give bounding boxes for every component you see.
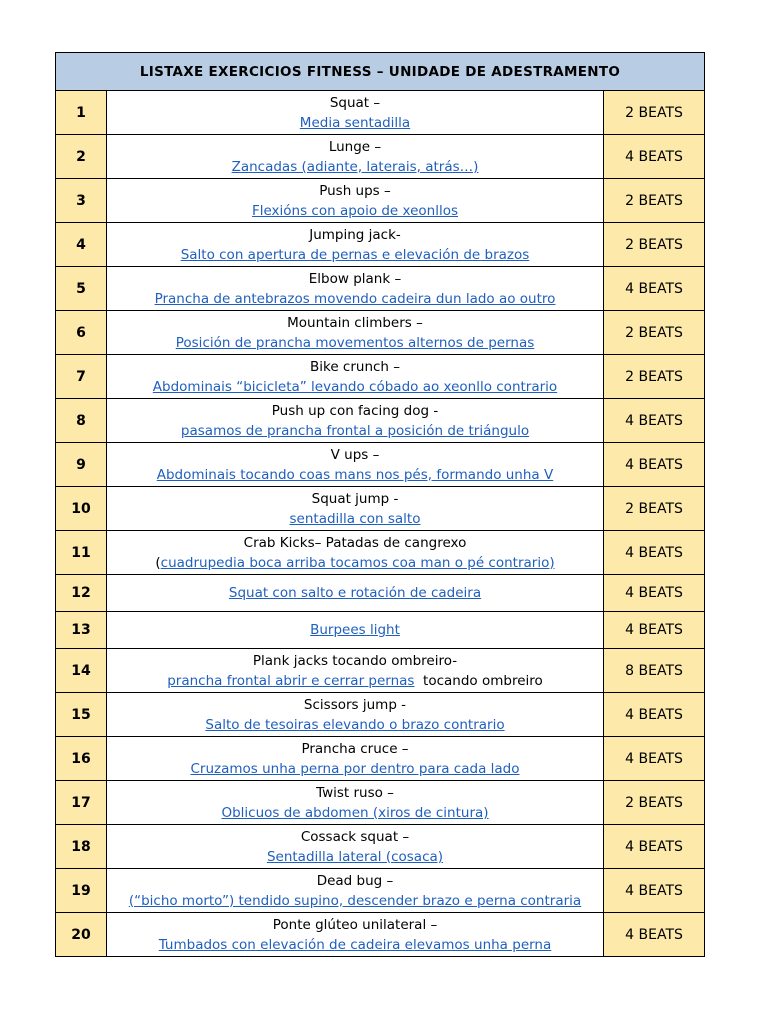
exercise-translation-line (157, 467, 553, 483)
table-row (56, 135, 705, 179)
exercise-number: 13 (56, 612, 107, 649)
exercise-name: Dead bug – (316, 872, 394, 889)
exercise-name: Scissors jump - (303, 696, 407, 713)
exercise-description (107, 355, 604, 399)
exercise-sheet (55, 52, 704, 957)
exercise-name: Cossack squat – (300, 828, 410, 845)
exercise-number: 18 (56, 825, 107, 869)
exercise-number: 20 (56, 913, 107, 957)
exercise-name: Lunge – (328, 138, 382, 155)
exercise-number: 8 (56, 399, 107, 443)
beats-count: 2 BEATS (604, 781, 705, 825)
exercise-name: Prancha cruce – (301, 740, 409, 757)
table-row (56, 649, 705, 693)
exercise-number: 4 (56, 223, 107, 267)
beats-count: 2 BEATS (604, 355, 705, 399)
beats-count: 4 BEATS (604, 825, 705, 869)
exercise-number: 16 (56, 737, 107, 781)
table-row (56, 781, 705, 825)
table-row (56, 575, 705, 612)
exercise-translation-link[interactable]: Media sentadilla (299, 114, 411, 131)
exercise-translation-link[interactable]: Burpees light (310, 622, 400, 638)
exercise-translation-line (221, 805, 488, 821)
exercise-name: Squat – (329, 94, 381, 111)
beats-count: 4 BEATS (604, 443, 705, 487)
exercise-translation-line (267, 849, 443, 865)
table-row (56, 693, 705, 737)
exercise-number: 2 (56, 135, 107, 179)
exercise-translation-link[interactable]: (“bicho morto”) tendido supino, descender brazo e perna contraria (128, 892, 582, 909)
exercise-translation-line (159, 937, 552, 953)
beats-count: 4 BEATS (604, 575, 705, 612)
exercise-number: 5 (56, 267, 107, 311)
exercise-translation-line (181, 247, 530, 263)
exercise-number: 17 (56, 781, 107, 825)
table-row (56, 355, 705, 399)
exercise-translation-line (229, 585, 481, 601)
exercise-name: Push up con facing dog - (271, 402, 439, 419)
exercise-description (107, 399, 604, 443)
exercise-translation-link[interactable]: Salto de tesoiras elevando o brazo contrario (205, 716, 505, 733)
exercise-translation-link[interactable]: Cruzamos unha perna por dentro para cada lado (190, 760, 520, 777)
beats-count: 2 BEATS (604, 91, 705, 135)
exercise-number: 7 (56, 355, 107, 399)
exercise-number: 6 (56, 311, 107, 355)
exercise-description (107, 869, 604, 913)
beats-count: 2 BEATS (604, 487, 705, 531)
beats-count: 4 BEATS (604, 612, 705, 649)
exercise-translation-link[interactable]: Zancadas (adiante, laterais, atrás…) (231, 158, 479, 175)
exercise-number: 14 (56, 649, 107, 693)
exercise-description (107, 737, 604, 781)
exercise-name: Mountain climbers – (287, 314, 423, 331)
exercise-name: Jumping jack- (309, 226, 401, 243)
exercise-translation-line (310, 622, 400, 638)
exercise-description (107, 179, 604, 223)
exercise-description (107, 267, 604, 311)
beats-count: 4 BEATS (604, 869, 705, 913)
beats-count: 4 BEATS (604, 913, 705, 957)
table-body (56, 91, 705, 957)
exercise-description (107, 531, 604, 575)
table-row (56, 179, 705, 223)
table-row (56, 223, 705, 267)
exercise-translation-link[interactable]: Salto con apertura de pernas e elevación de brazos (180, 246, 530, 263)
exercise-translation-line (176, 335, 535, 351)
exercise-description (107, 443, 604, 487)
beats-count: 4 BEATS (604, 135, 705, 179)
table-header-row (56, 53, 705, 91)
exercise-translation-line (155, 291, 556, 307)
table-row (56, 913, 705, 957)
exercise-translation-link[interactable]: Posición de prancha movementos alternos de pernas (175, 334, 535, 351)
exercise-number: 10 (56, 487, 107, 531)
exercise-name: V ups – (330, 446, 380, 463)
table-row (56, 612, 705, 649)
exercise-number: 12 (56, 575, 107, 612)
exercise-name: Bike crunch – (309, 358, 401, 375)
table-row (56, 487, 705, 531)
exercise-name: Squat jump - (311, 490, 399, 507)
beats-count: 4 BEATS (604, 531, 705, 575)
exercise-translation-line (190, 761, 519, 777)
exercise-description (107, 693, 604, 737)
exercise-translation-line (129, 893, 581, 909)
exercise-number: 9 (56, 443, 107, 487)
exercise-translation-line (153, 379, 557, 395)
exercise-translation-link[interactable]: Sentadilla lateral (cosaca) (266, 848, 444, 865)
beats-count: 4 BEATS (604, 737, 705, 781)
exercise-translation-line (290, 511, 421, 527)
exercise-translation-link[interactable]: prancha frontal abrir e cerrar pernas (167, 672, 415, 689)
beats-count: 2 BEATS (604, 223, 705, 267)
exercise-number: 3 (56, 179, 107, 223)
exercise-name: Elbow plank – (308, 270, 402, 287)
exercise-description (107, 781, 604, 825)
table-row (56, 869, 705, 913)
exercise-description (107, 612, 604, 649)
exercise-number: 11 (56, 531, 107, 575)
table-title: LISTAXE EXERCICIOS FITNESS – UNIDADE DE ADESTRAMENTO (56, 53, 705, 91)
beats-count: 4 BEATS (604, 693, 705, 737)
exercise-translation-link[interactable]: Prancha de antebrazos movendo cadeira dun lado ao outro (154, 290, 556, 307)
exercise-translation-link[interactable]: Squat con salto e rotación de cadeira (228, 585, 482, 601)
table-row (56, 91, 705, 135)
table-row (56, 443, 705, 487)
table-row (56, 825, 705, 869)
exercise-description (107, 913, 604, 957)
table-row (56, 531, 705, 575)
table-row (56, 267, 705, 311)
exercise-translation-line (300, 115, 410, 131)
exercise-number: 15 (56, 693, 107, 737)
exercise-description (107, 223, 604, 267)
beats-count: 2 BEATS (604, 179, 705, 223)
exercise-translation-link[interactable]: cuadrupedia boca arriba tocamos coa man o pé contrario) (160, 554, 555, 571)
beats-count: 4 BEATS (604, 399, 705, 443)
exercise-translation-line (252, 203, 458, 219)
exercise-number: 1 (56, 91, 107, 135)
exercise-translation-link[interactable]: Abdominais “bicicleta” levando cóbado ao xeonllo contrario (152, 378, 558, 395)
exercise-translation-link[interactable]: Tumbados con elevación de cadeira elevamos unha perna (158, 936, 552, 953)
exercise-number: 19 (56, 869, 107, 913)
exercise-translation-suffix: tocando ombreiro (414, 672, 543, 689)
exercise-translation-link[interactable]: Flexións con apoio de xeonllos (251, 202, 459, 219)
exercise-translation-prefix: ( (155, 554, 161, 571)
exercise-name: Plank jacks tocando ombreiro- (252, 652, 458, 669)
exercise-translation-line (155, 555, 554, 571)
exercise-description (107, 649, 604, 693)
exercise-table (55, 52, 705, 957)
exercise-name: Crab Kicks– Patadas de cangrexo (243, 534, 467, 551)
exercise-description (107, 91, 604, 135)
exercise-description (107, 575, 604, 612)
exercise-translation-line (167, 673, 543, 689)
exercise-description (107, 487, 604, 531)
table-row (56, 311, 705, 355)
table-row (56, 399, 705, 443)
exercise-translation-link[interactable]: Oblicuos de abdomen (xiros de cintura) (221, 804, 489, 821)
exercise-name: Ponte glúteo unilateral – (272, 916, 438, 933)
exercise-description (107, 311, 604, 355)
exercise-translation-line (232, 159, 479, 175)
beats-count: 4 BEATS (604, 267, 705, 311)
exercise-translation-line (205, 717, 504, 733)
exercise-translation-line (181, 423, 529, 439)
exercise-translation-link[interactable]: pasamos de prancha frontal a posición de triángulo (180, 422, 530, 439)
exercise-name: Twist ruso – (316, 784, 394, 801)
exercise-translation-link[interactable]: Abdominais tocando coas mans nos pés, formando unha V (156, 466, 554, 483)
exercise-description (107, 825, 604, 869)
beats-count: 2 BEATS (604, 311, 705, 355)
exercise-description (107, 135, 604, 179)
exercise-translation-link[interactable]: sentadilla con salto (289, 510, 421, 527)
exercise-name: Push ups – (319, 182, 391, 199)
table-row (56, 737, 705, 781)
beats-count: 8 BEATS (604, 649, 705, 693)
